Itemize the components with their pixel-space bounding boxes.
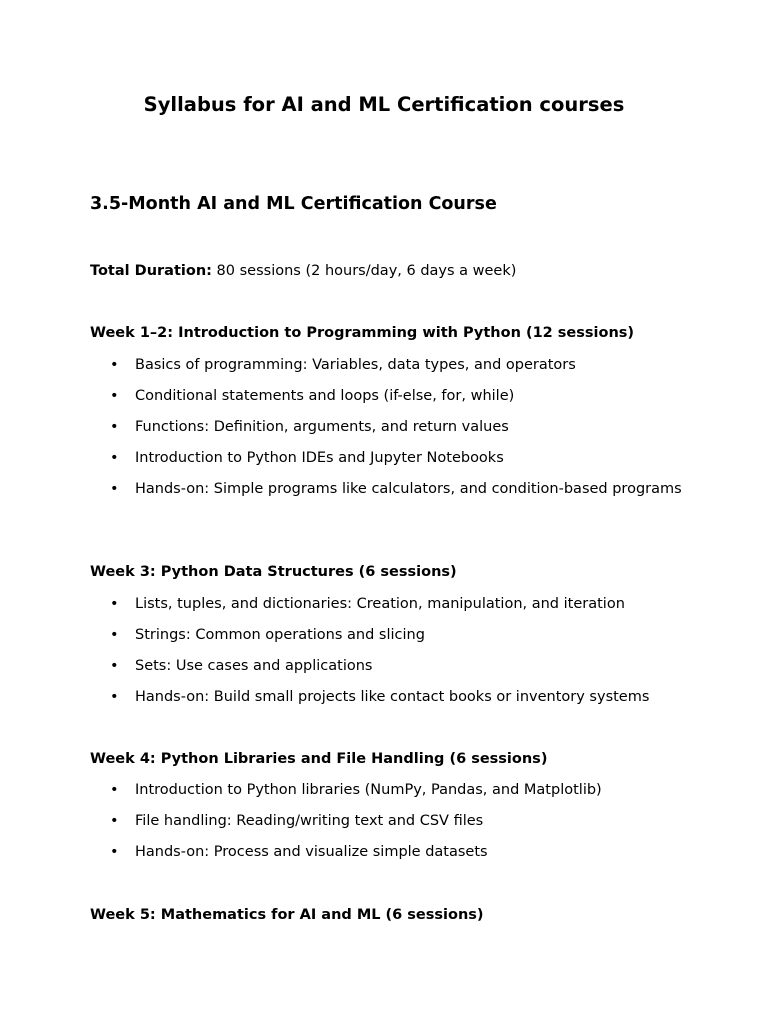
week-topic-list <box>90 355 690 510</box>
duration-value: 80 sessions (2 hours/day, 6 days a week) <box>211 263 517 279</box>
bullet-icon: • <box>110 844 119 860</box>
bullet-icon: • <box>110 481 119 497</box>
list-item <box>90 780 690 801</box>
bullet-icon: • <box>110 689 119 705</box>
list-item-text: Conditional statements and loops (if-else, for, while) <box>135 388 515 404</box>
week-topic-list <box>90 780 690 873</box>
bullet-icon: • <box>110 450 119 466</box>
list-item-text: File handling: Reading/writing text and CSV files <box>135 813 484 829</box>
bullet-icon: • <box>110 388 119 404</box>
list-item-text: Hands-on: Process and visualize simple datasets <box>135 844 488 860</box>
bullet-icon: • <box>110 596 119 612</box>
list-item <box>90 687 690 708</box>
bullet-icon: • <box>110 813 119 829</box>
duration-label: Total Duration: <box>90 263 212 279</box>
list-item <box>90 656 690 677</box>
list-item-text: Basics of programming: Variables, data types, and operators <box>135 357 576 373</box>
list-item-text: Hands-on: Build small projects like contact books or inventory systems <box>135 689 650 705</box>
list-item-text: Sets: Use cases and applications <box>135 658 373 674</box>
week-heading: Week 3: Python Data Structures (6 sessions) <box>90 564 457 580</box>
list-item-text: Hands-on: Simple programs like calculators, and condition-based programs <box>135 481 682 497</box>
list-item-text: Lists, tuples, and dictionaries: Creation, manipulation, and iteration <box>135 596 625 612</box>
list-item-text: Introduction to Python libraries (NumPy, Pandas, and Matplotlib) <box>135 782 602 798</box>
list-item <box>90 417 690 438</box>
list-item <box>90 842 690 863</box>
list-item-text: Introduction to Python IDEs and Jupyter Notebooks <box>135 450 504 466</box>
bullet-icon: • <box>110 627 119 643</box>
list-item <box>90 448 690 469</box>
total-duration <box>90 261 516 281</box>
list-item <box>90 479 690 500</box>
list-item <box>90 355 690 376</box>
week-topic-list <box>90 594 690 718</box>
document-title: Syllabus for AI and ML Certification courses <box>143 93 625 116</box>
bullet-icon: • <box>110 419 119 435</box>
list-item <box>90 811 690 832</box>
list-item-text: Functions: Definition, arguments, and return values <box>135 419 509 435</box>
bullet-icon: • <box>110 357 119 373</box>
list-item <box>90 386 690 407</box>
bullet-icon: • <box>110 658 119 674</box>
list-item <box>90 625 690 646</box>
list-item-text: Strings: Common operations and slicing <box>135 627 425 643</box>
bullet-icon: • <box>110 782 119 798</box>
week-heading: Week 1–2: Introduction to Programming with Python (12 sessions) <box>90 325 635 341</box>
week-heading: Week 5: Mathematics for AI and ML (6 sessions) <box>90 907 484 923</box>
course-heading: 3.5-Month AI and ML Certification Course <box>90 194 497 214</box>
week-heading: Week 4: Python Libraries and File Handling (6 sessions) <box>90 751 548 767</box>
list-item <box>90 594 690 615</box>
